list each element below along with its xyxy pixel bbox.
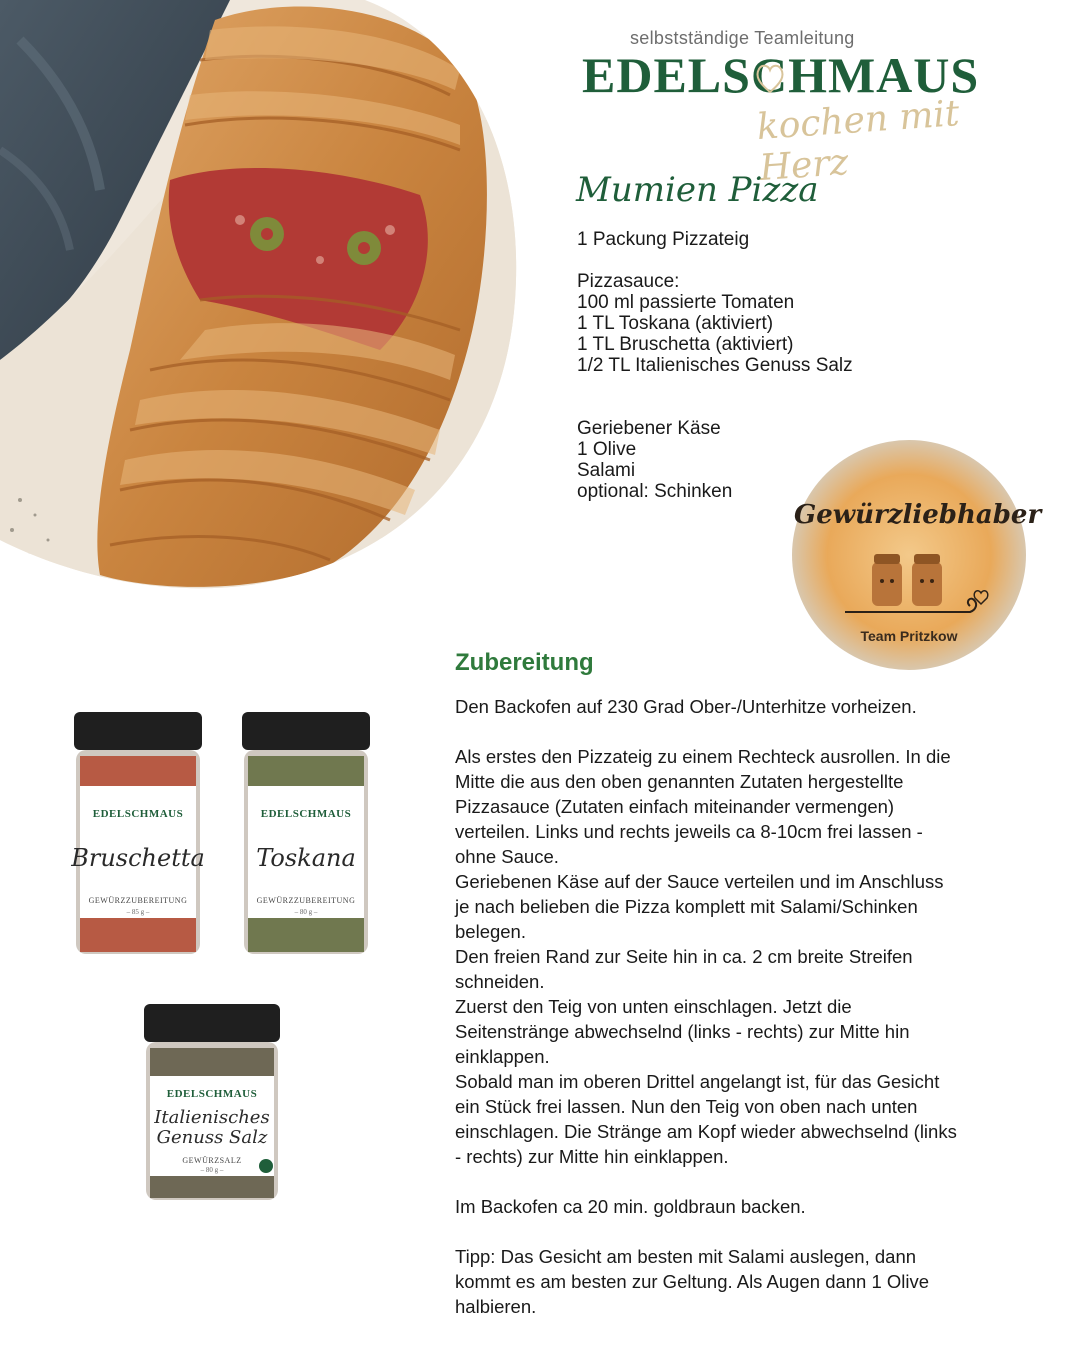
prep-line: verteilen. Links und rechts jeweils ca 8-10cm frei lassen - [455,821,923,842]
jar-product-name-line1: Italienisches [154,1107,270,1128]
ingredient-line: Salami [577,460,636,481]
jar-product-name: Bruschetta [71,844,205,872]
ingredient-line: Geriebener Käse [577,418,721,439]
prep-line: Als erstes den Pizzateig zu einem Rechteck ausrollen. In die [455,746,951,767]
recipe-title: Mumien Pizza [576,170,819,210]
prep-line: einklappen. [455,1046,550,1067]
prep-line: Seitenstränge abwechselnd (links - rechts) zur Mitte hin [455,1021,910,1042]
prep-line: Tipp: Das Gesicht am besten mit Salami auslegen, dann [455,1246,917,1267]
prep-line: Pizzasauce (Zutaten einfach miteinander vermengen) [455,796,895,817]
ingredient-line: Pizzasauce: [577,271,680,292]
prep-line: einschlagen. Die Stränge am Kopf wieder abwechselnd (links [455,1121,957,1142]
prep-line: je nach belieben die Pizza komplett mit Salami/Schinken [455,896,918,917]
preparation-steps [455,694,1035,1319]
ingredient-line: 1 TL Toskana (aktiviert) [577,313,774,334]
brand-logo-wordmark: EDELSCHMAUS [582,47,980,103]
brand-tagline: selbstständige Teamleitung [630,28,855,48]
ingredient-line: 1 Olive [577,439,637,460]
prep-line: Den Backofen auf 230 Grad Ober-/Unterhitze vorheizen. [455,696,917,717]
mummy-pizza-image [0,0,520,590]
jar-product-type: GEWÜRZZUBEREITUNG [88,896,188,905]
jar-brand-label: EDELSCHMAUS [92,808,184,820]
jar-icon [140,1004,284,1204]
spice-jar-bruschetta [70,712,206,956]
prep-line: Sobald man im oberen Drittel angelangt ist, für das Gesicht [455,1071,940,1092]
ingredient-group-sauce [577,271,853,376]
preparation-heading: Zubereitung [455,649,594,676]
prep-line: belegen. [455,921,526,942]
jar-product-name-line2: Genuss Salz [156,1127,268,1148]
brand-slogan: kochen mit Herz [755,93,961,190]
ingredient-line: optional: Schinken [577,481,733,502]
badge-team-name: Team Pritzkow [860,628,958,644]
ingredient-line: 100 ml passierte Tomaten [577,292,795,313]
jar-product-name: Toskana [256,844,356,872]
hero-pizza-photo [0,0,520,590]
spice-jar-genuss-salz [140,1004,284,1204]
jar-icon [238,712,374,956]
jar-product-type: GEWÜRZSALZ [182,1156,242,1165]
spice-jar-toskana [238,712,374,956]
ingredient-line: 1 TL Bruschetta (aktiviert) [577,334,794,355]
gewuerzliebhaber-badge [790,438,1042,672]
jar-product-type: GEWÜRZZUBEREITUNG [256,896,356,905]
prep-line: Zuerst den Teig von unten einschlagen. Jetzt die [455,996,852,1017]
jar-brand-label: EDELSCHMAUS [260,808,352,820]
prep-line: Den freien Rand zur Seite hin in ca. 2 cm breite Streifen [455,946,913,967]
prep-line: Im Backofen ca 20 min. goldbraun backen. [455,1196,806,1217]
jar-weight: – 80 g – [200,1166,224,1174]
ingredient-group-dough [577,229,853,250]
jar-icon [70,712,206,956]
prep-line: Geriebenen Käse auf der Sauce verteilen und im Anschluss [455,871,944,892]
prep-line: - rechts) zur Mitte hin einklappen. [455,1146,729,1167]
jar-weight: – 80 g – [294,908,318,916]
ingredient-line: 1 Packung Pizzateig [577,229,750,250]
prep-line: halbieren. [455,1296,537,1317]
prep-line: schneiden. [455,971,545,992]
jar-weight: – 85 g – [126,908,150,916]
prep-line: Mitte die aus den oben genannten Zutaten hergestellte [455,771,904,792]
prep-line: ein Stück frei lassen. Nun den Teig von oben nach unten [455,1096,918,1117]
heart-whisk-icon [753,56,787,96]
prep-line: ohne Sauce. [455,846,559,867]
badge-script-text: Gewürzliebhaber [794,500,1042,530]
ingredient-line: 1/2 TL Italienisches Genuss Salz [577,355,853,376]
jar-brand-label: EDELSCHMAUS [166,1088,258,1100]
prep-line: kommt es am besten zur Geltung. Als Augen dann 1 Olive [455,1271,930,1292]
